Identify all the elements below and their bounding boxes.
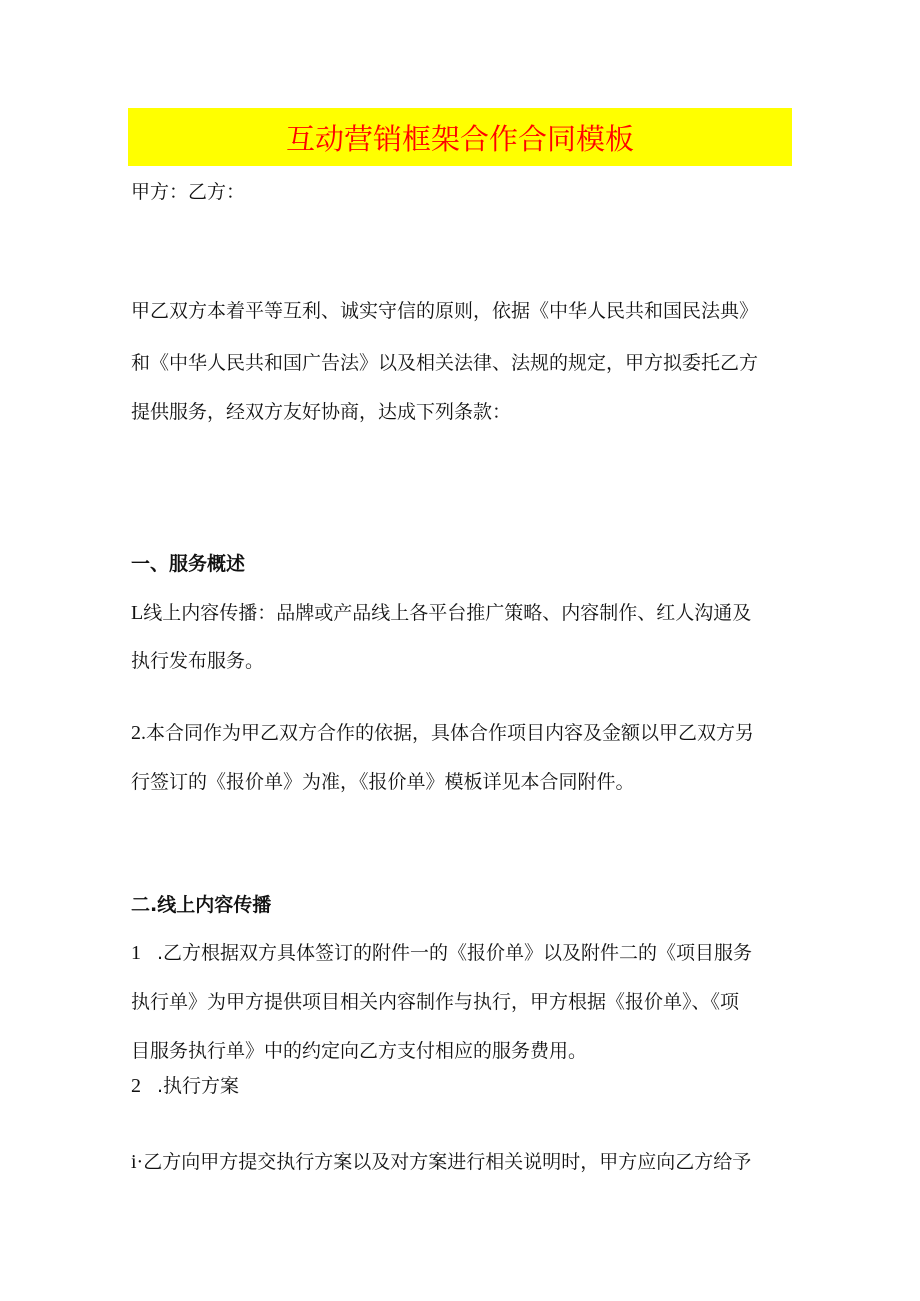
section1-item2-number: 2. (131, 722, 146, 744)
section2-item1-line1 (131, 940, 752, 966)
section1-item2-line1 (131, 720, 754, 746)
section1-item2-line2: 行签订的《报价单》为准，《报价单》模板详见本合同附件。 (131, 771, 635, 793)
section2-item2-number: 2 (131, 1075, 141, 1097)
parties-line: 甲方：乙方： (131, 181, 246, 203)
section2-sub-i-text: 乙方向甲方提交执行方案以及对方案进行相关说明时，甲方应向乙方给予 (143, 1151, 752, 1173)
intro-line-2: 和《中华人民共和国广告法》以及相关法律、法规的规定，甲方拟委托乙方 (131, 352, 759, 374)
section1-item1-text: 线上内容传播：品牌或产品线上各平台推广策略、内容制作、红人沟通及 (143, 602, 752, 624)
section2-item2-text: .执行方案 (157, 1075, 240, 1097)
section2-sub-i-line (131, 1149, 751, 1175)
section1-item1-line1 (131, 600, 751, 626)
section2-item1-text: .乙方根据双方具体签订的附件一的《报价单》以及附件二的《项目服务 (157, 942, 753, 964)
section1-heading: 一、服务概述 (131, 553, 246, 575)
section2-item1-line3: 目服务执行单》中的约定向乙方支付相应的服务费用。 (131, 1040, 588, 1062)
section2-heading: 二.线上内容传播 (131, 894, 272, 916)
intro-line-3: 提供服务，经双方友好协商，达成下列条款： (131, 401, 512, 423)
title-banner (128, 108, 792, 166)
section1-item1-number: L (131, 602, 144, 624)
section2-sub-i-number: i· (131, 1151, 144, 1173)
section2-item1-number: 1 (131, 942, 141, 964)
section1-item1-line2: 执行发布服务。 (131, 650, 265, 672)
section1-item2-text: 本合同作为甲乙双方合作的依据，具体合作项目内容及金额以甲乙双方另 (146, 722, 755, 744)
document-title: 互动营销框架合作合同模板 (285, 121, 634, 156)
section2-item1-line2: 执行单》为甲方提供项目相关内容制作与执行，甲方根据《报价单》、《项 (131, 991, 740, 1013)
section2-item2-line (131, 1073, 239, 1099)
intro-line-1: 甲乙双方本着平等互利、诚实守信的原则，依据《中华人民共和国民法典》 (131, 300, 759, 322)
